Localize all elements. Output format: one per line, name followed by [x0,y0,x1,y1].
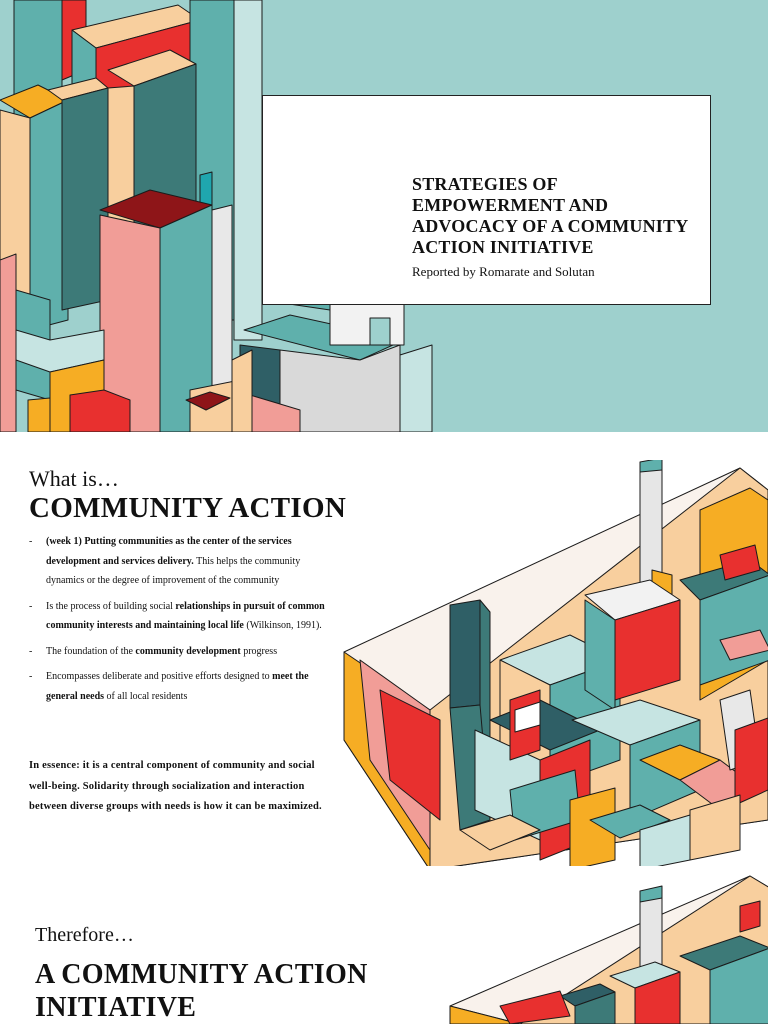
definition-bullet [29,597,329,636]
definition-bullet [29,667,329,706]
bullet-marker: - [29,536,33,547]
presentation-title: STRATEGIES OF EMPOWERMENT AND ADVOCACY OF A COMMUNITY ACTION INITIATIVE [412,174,688,257]
presentation-subtitle: Reported by Romarate and Solutan [412,264,595,279]
bullet-text: This helps the community dynamics or the degree of improvement of the community [46,555,301,586]
definition-bullet [29,532,329,591]
isometric-city-illustration [340,460,768,866]
slide-kicker: Therefore… [35,924,134,946]
bullet-text: (Wilkinson, 1991). [243,620,322,631]
bullet-text: Encompasses deliberate and positive efforts designed to [46,671,273,682]
isometric-city-illustration [440,866,768,1024]
bullet-marker: - [29,600,33,612]
initiative-slide [0,866,768,1024]
bullet-bold-text: (week 1) Putting communities as the center of the services development and services delivery. [46,536,292,567]
essence-paragraph: In essence: it is a central component of community and social well-being. Solidarity through socialization and interaction between diverse groups with needs is how it can be maximized. [29,760,322,812]
bullet-text: of all local residents [104,690,188,702]
bullet-marker: - [29,671,33,682]
bullet-marker: - [29,645,33,657]
title-card [262,95,711,305]
slide-kicker: What is… [29,466,119,491]
definition-bullet [29,642,329,662]
definition-bullet-list [29,532,329,712]
bullet-text: progress [240,645,278,657]
definition-slide [0,432,768,866]
bullet-text: Is the process of building social [46,600,176,612]
slide-heading: A COMMUNITY ACTION INITIATIVE [35,959,368,1023]
bullet-bold-text: meet the general needs [46,671,309,702]
slide-heading: COMMUNITY ACTION [29,492,347,524]
bullet-bold-text: community development [135,645,241,657]
title-slide [0,0,768,432]
bullet-text: The foundation of the [46,645,136,657]
bullet-bold-text: relationships in pursuit of common community interests and maintaining local life [46,600,325,631]
